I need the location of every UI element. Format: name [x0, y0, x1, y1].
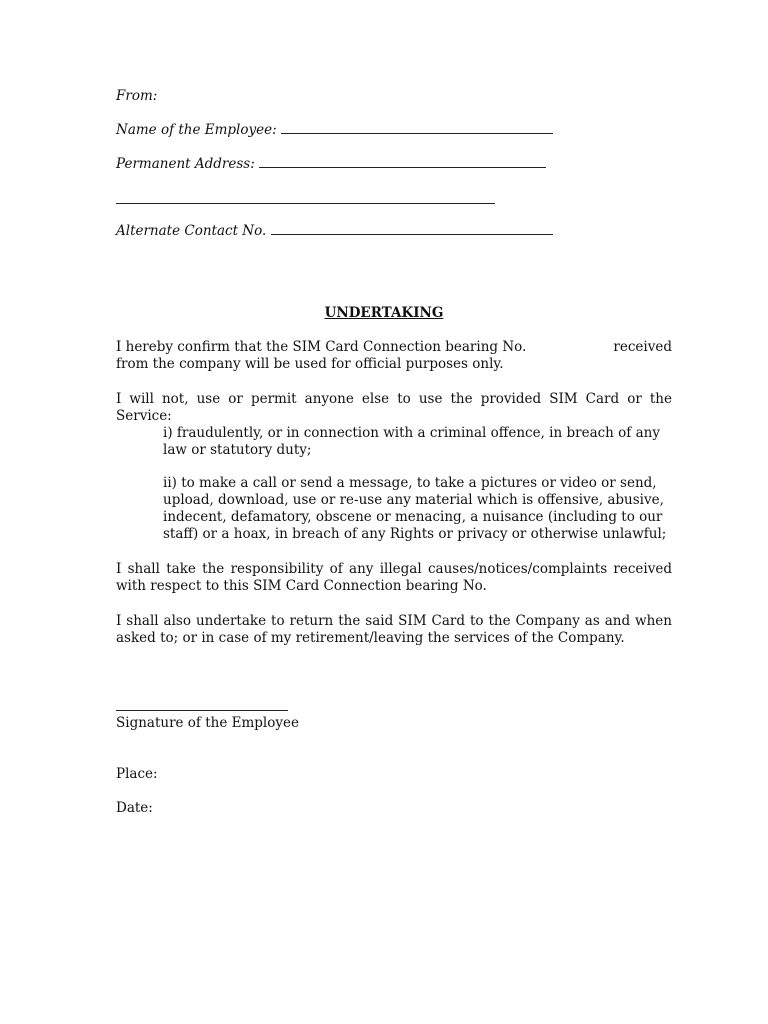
alternate-contact-row	[116, 222, 553, 240]
document-title: UNDERTAKING	[324, 305, 444, 321]
para4: I shall also undertake to return the said SIM Card to the Company as and when asked to; or in case of my retirement/leaving the services of the Company.	[116, 613, 672, 646]
list-item-1: i) fraudulently, or in connection with a criminal offence, in breach of any law or statutory duty;	[163, 425, 660, 458]
para1-line1	[116, 339, 672, 356]
signature-field[interactable]	[116, 710, 288, 711]
permanent-address-field[interactable]	[259, 155, 546, 168]
para1-line1-start: I hereby confirm that the SIM Card Connection bearing No.	[116, 339, 527, 355]
para3: I shall take the responsibility of any illegal causes/notices/complaints received with respect to this SIM Card Connection bearing No.	[116, 561, 672, 594]
permanent-address-label: Permanent Address:	[116, 156, 255, 172]
employee-name-field[interactable]	[281, 121, 553, 134]
signature-label: Signature of the Employee	[116, 715, 299, 731]
employee-name-row	[116, 121, 553, 139]
from-label: From:	[116, 88, 158, 104]
para1-line1-end: received	[613, 339, 672, 355]
address-continuation-field[interactable]	[116, 203, 495, 204]
alternate-contact-field[interactable]	[271, 222, 553, 235]
permanent-address-row	[116, 155, 546, 173]
employee-name-label: Name of the Employee:	[116, 122, 277, 138]
para2: I will not, use or permit anyone else to use the provided SIM Card or the Service:	[116, 391, 672, 424]
alternate-contact-label: Alternate Contact No.	[116, 223, 267, 239]
place-label: Place:	[116, 766, 158, 782]
list-item-2: ii) to make a call or send a message, to take a pictures or video or send, upload, download, use or re-use any material which is offensive, abusive, indecent, defamatory, obscene or menacing, a nuisance (including to our staff) or a hoax, in breach of any Rights or privacy or otherwise unlawful;	[163, 475, 667, 542]
date-label: Date:	[116, 800, 153, 816]
para1-line2: from the company will be used for official purposes only.	[116, 356, 504, 372]
